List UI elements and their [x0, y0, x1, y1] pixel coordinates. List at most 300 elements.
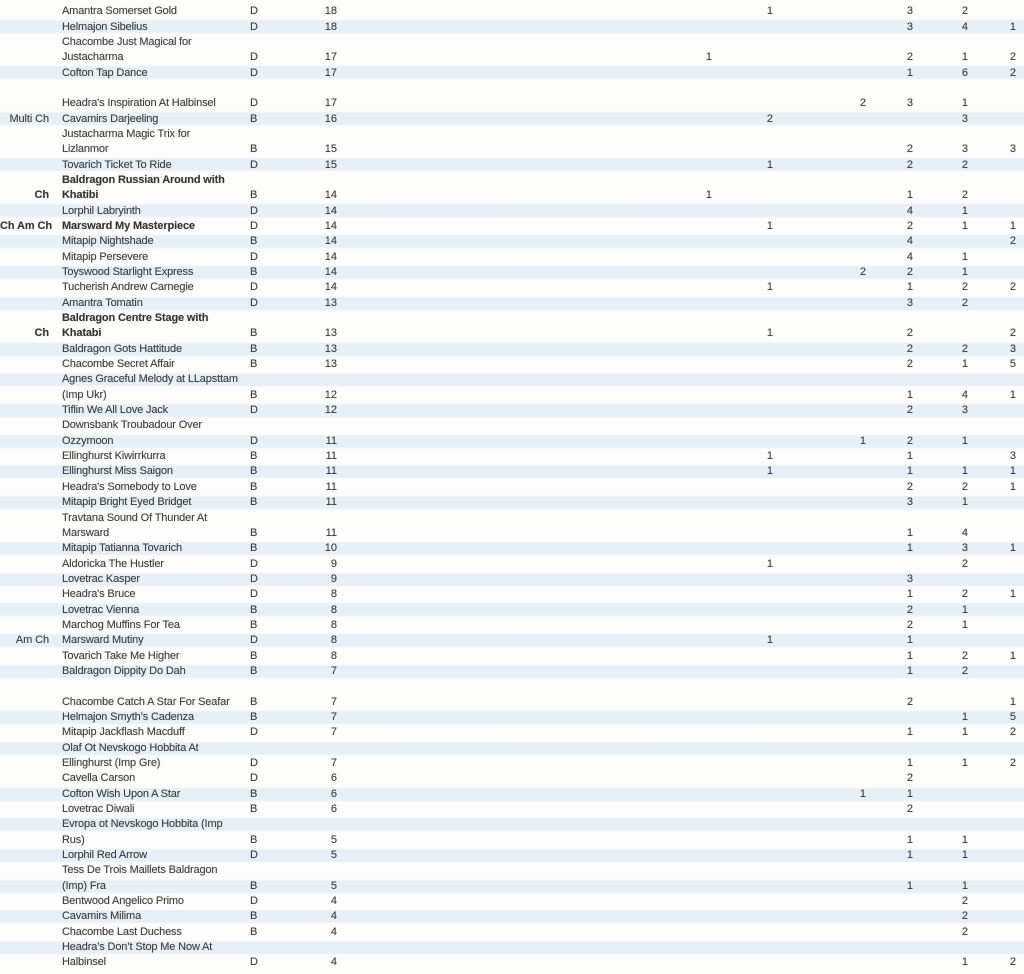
cell-v5: 4	[961, 20, 968, 33]
cell-title-prefix: Ch	[34, 327, 49, 340]
cell-sex: B	[250, 618, 258, 631]
cell-v4: 1	[906, 526, 913, 539]
cell-v4: 1	[906, 757, 913, 770]
cell-total: 17	[324, 66, 337, 79]
cell-sex: D	[250, 572, 258, 585]
cell-v5: 4	[961, 526, 968, 539]
cell-sex: B	[250, 465, 258, 478]
cell-v2: 1	[766, 450, 773, 463]
cell-v4: 1	[906, 634, 913, 647]
cell-sex: D	[250, 281, 258, 294]
cell-v4: 1	[906, 388, 913, 401]
cell-v4: 2	[906, 51, 913, 64]
table-row	[0, 250, 1024, 265]
cell-sex: B	[250, 542, 258, 555]
cell-total: 14	[324, 219, 337, 232]
cell-sex: D	[250, 5, 258, 18]
table-row	[0, 173, 1024, 188]
cell-total: 13	[324, 342, 337, 355]
cell-v4: 2	[906, 143, 913, 156]
table-row	[0, 694, 1024, 709]
cell-v4: 1	[906, 664, 913, 677]
cell-total: 7	[330, 726, 337, 739]
cell-v5: 1	[961, 250, 968, 263]
table-row	[0, 50, 1024, 65]
cell-sex: D	[250, 204, 258, 217]
cell-v6: 2	[1009, 327, 1016, 340]
table-row	[0, 219, 1024, 234]
cell-dog-name: Marsward Mutiny	[62, 634, 144, 647]
cell-sex: B	[250, 342, 258, 355]
cell-total: 18	[324, 5, 337, 18]
table-row	[0, 234, 1024, 249]
cell-v4: 2	[906, 603, 913, 616]
cell-v6: 2	[1009, 281, 1016, 294]
cell-sex: B	[250, 189, 258, 202]
cell-v5: 1	[961, 434, 968, 447]
cell-sex: B	[250, 710, 258, 723]
cell-total: 5	[330, 849, 337, 862]
cell-total: 12	[324, 388, 337, 401]
cell-dog-name: Helmajon Smyth’s Cadenza	[62, 710, 194, 723]
cell-v5: 1	[961, 956, 968, 969]
cell-total: 5	[330, 879, 337, 892]
table-row	[0, 572, 1024, 587]
cell-sex: D	[250, 51, 258, 64]
cell-sex: D	[250, 158, 258, 171]
cell-total: 17	[324, 97, 337, 110]
cell-v4: 1	[906, 189, 913, 202]
table-row	[0, 388, 1024, 403]
cell-dog-name: Tovarich Ticket To Ride	[62, 158, 172, 171]
table-row	[0, 342, 1024, 357]
cell-v4: 4	[906, 235, 913, 248]
cell-dog-name: Chacombe Last Duchess	[62, 925, 182, 938]
cell-title-prefix: Ch Am Ch	[0, 219, 52, 232]
cell-sex: B	[250, 649, 258, 662]
table-row	[0, 357, 1024, 372]
cell-v6: 2	[1009, 235, 1016, 248]
cell-sex: D	[250, 772, 258, 785]
cell-v5: 2	[961, 910, 968, 923]
cell-sex: D	[250, 250, 258, 263]
cell-v6: 1	[1009, 20, 1016, 33]
table-row	[0, 4, 1024, 19]
table-row	[0, 96, 1024, 111]
cell-dog-name: Cofton Wish Upon A Star	[62, 787, 181, 800]
table-row	[0, 863, 1024, 878]
cell-dog-name: Justacharma Magic Trix for	[62, 127, 191, 140]
cell-v2: 1	[766, 557, 773, 570]
table-row	[0, 879, 1024, 894]
cell-v3: 2	[859, 97, 866, 110]
cell-v4: 3	[906, 5, 913, 18]
cell-v4: 2	[906, 358, 913, 371]
cell-total: 7	[330, 757, 337, 770]
cell-dog-name: Marsward	[62, 526, 110, 539]
cell-total: 8	[330, 618, 337, 631]
cell-v5: 1	[961, 465, 968, 478]
cell-sex: B	[250, 266, 258, 279]
cell-v4: 3	[906, 20, 913, 33]
cell-dog-name: Cavamirs Darjeeling	[62, 112, 159, 125]
cell-sex: B	[250, 480, 258, 493]
cell-v5: 3	[961, 112, 968, 125]
cell-title-prefix: Am Ch	[15, 634, 49, 647]
cell-total: 11	[325, 526, 337, 539]
cell-dog-name: Rus)	[62, 833, 85, 846]
cell-v5: 1	[961, 603, 968, 616]
table-body	[0, 4, 1024, 971]
cell-dog-name: Tess De Trois Maillets Baldragon	[62, 864, 218, 877]
cell-dog-name: Helmajon Sibelius	[62, 20, 148, 33]
cell-total: 8	[330, 634, 337, 647]
table-row	[0, 188, 1024, 203]
cell-v4: 2	[906, 480, 913, 493]
cell-total: 14	[324, 189, 337, 202]
cell-dog-name: (Imp) Fra	[62, 879, 106, 892]
cell-total: 12	[324, 404, 337, 417]
table-row	[0, 817, 1024, 832]
cell-dog-name: Agnes Graceful Melody at LLapsttam	[62, 373, 238, 386]
cell-sex: B	[250, 450, 258, 463]
cell-total: 14	[324, 266, 337, 279]
table-row	[0, 618, 1024, 633]
cell-v4: 1	[906, 450, 913, 463]
table-row	[0, 157, 1024, 172]
cell-v5: 2	[961, 158, 968, 171]
table-row	[0, 203, 1024, 218]
table-row	[0, 495, 1024, 510]
cell-v4: 1	[906, 465, 913, 478]
cell-total: 13	[324, 327, 337, 340]
cell-title-prefix: Ch	[34, 189, 49, 202]
cell-total: 8	[330, 649, 337, 662]
table-row	[0, 909, 1024, 924]
cell-v2: 1	[766, 634, 773, 647]
cell-total: 14	[324, 204, 337, 217]
cell-v4: 3	[906, 572, 913, 585]
cell-sex: D	[250, 557, 258, 570]
table-row	[0, 326, 1024, 341]
cell-dog-name: Lovetrac Vienna	[62, 603, 140, 616]
table-row	[0, 741, 1024, 756]
cell-v4: 1	[906, 649, 913, 662]
cell-total: 11	[325, 450, 337, 463]
cell-v4: 2	[906, 695, 913, 708]
table-row	[0, 480, 1024, 495]
cell-dog-name: Cavamirs Milima	[62, 910, 142, 923]
cell-total: 9	[330, 572, 337, 585]
table-row	[0, 434, 1024, 449]
cell-dog-name: Amantra Somerset Gold	[62, 5, 177, 18]
cell-v6: 2	[1009, 956, 1016, 969]
cell-v5: 1	[961, 726, 968, 739]
cell-v5: 2	[961, 480, 968, 493]
cell-sex: D	[250, 634, 258, 647]
cell-total: 13	[324, 358, 337, 371]
table-row	[0, 679, 1024, 694]
cell-dog-name: Toyswood Starlight Express	[62, 266, 194, 279]
table-row	[0, 403, 1024, 418]
table-row	[0, 81, 1024, 96]
cell-v6: 5	[1009, 710, 1016, 723]
cell-v4: 1	[906, 833, 913, 846]
table-row	[0, 710, 1024, 725]
cell-v5: 1	[961, 757, 968, 770]
cell-sex: D	[250, 726, 258, 739]
cell-dog-name: Lovetrac Kasper	[62, 572, 140, 585]
cell-v5: 1	[961, 51, 968, 64]
table-row	[0, 372, 1024, 387]
cell-total: 18	[324, 20, 337, 33]
cell-v6: 1	[1009, 695, 1016, 708]
cell-dog-name: Mitapip Tatianna Tovarich	[62, 542, 182, 555]
cell-dog-name: (Imp Ukr)	[62, 388, 107, 401]
cell-dog-name: Ellinghurst Kiwirrkurra	[62, 450, 166, 463]
cell-v5: 1	[961, 879, 968, 892]
table-row	[0, 633, 1024, 648]
table-row	[0, 587, 1024, 602]
table-row	[0, 556, 1024, 571]
cell-v6: 2	[1009, 51, 1016, 64]
cell-dog-name: Travtana Sound Of Thunder At	[62, 511, 208, 524]
cell-dog-name: Chacombe Just Magical for	[62, 35, 192, 48]
cell-v5: 2	[961, 664, 968, 677]
cell-total: 11	[325, 480, 337, 493]
cell-dog-name: Mitapip Bright Eyed Bridget	[62, 496, 192, 509]
cell-dog-name: Khatibi	[62, 189, 99, 202]
cell-total: 7	[330, 695, 337, 708]
cell-sex: D	[250, 404, 258, 417]
cell-v4: 1	[906, 588, 913, 601]
table-row	[0, 127, 1024, 142]
cell-sex: D	[250, 895, 258, 908]
table-row	[0, 418, 1024, 433]
cell-v2: 1	[766, 219, 773, 232]
cell-dog-name: Lorphil Labryinth	[62, 204, 141, 217]
cell-sex: D	[250, 66, 258, 79]
cell-total: 16	[324, 112, 337, 125]
cell-dog-name: Headra's Bruce	[62, 588, 136, 601]
cell-v2: 1	[766, 158, 773, 171]
cell-v6: 2	[1009, 726, 1016, 739]
cell-sex: D	[250, 296, 258, 309]
cell-total: 9	[330, 557, 337, 570]
cell-v5: 6	[961, 66, 968, 79]
cell-dog-name: Cavella Carson	[62, 772, 136, 785]
cell-v6: 5	[1009, 358, 1016, 371]
cell-v6: 1	[1009, 649, 1016, 662]
cell-v5: 1	[961, 496, 968, 509]
cell-dog-name: Lovetrac Diwali	[62, 803, 135, 816]
cell-total: 14	[324, 250, 337, 263]
cell-sex: D	[250, 20, 258, 33]
cell-dog-name: Halbinsel	[62, 956, 106, 969]
cell-dog-name: Mitapip Persevere	[62, 250, 149, 263]
table-row	[0, 111, 1024, 126]
cell-dog-name: Baldragon Centre Stage with	[62, 312, 209, 325]
cell-v5: 1	[961, 618, 968, 631]
cell-v4: 2	[906, 158, 913, 171]
table-row	[0, 955, 1024, 970]
cell-v2: 1	[766, 465, 773, 478]
cell-v5: 1	[961, 204, 968, 217]
table-row	[0, 602, 1024, 617]
cell-sex: B	[250, 496, 258, 509]
cell-total: 4	[330, 910, 337, 923]
cell-total: 8	[330, 588, 337, 601]
cell-v4: 4	[906, 204, 913, 217]
cell-dog-name: Mitapip Jackflash Macduff	[62, 726, 185, 739]
cell-v1: 1	[705, 189, 712, 202]
table-row	[0, 142, 1024, 157]
cell-v6: 3	[1009, 450, 1016, 463]
cell-dog-name: Downsbank Troubadour Over	[62, 419, 202, 432]
cell-sex: D	[250, 219, 258, 232]
cell-v4: 2	[906, 266, 913, 279]
cell-sex: D	[250, 97, 258, 110]
cell-total: 11	[325, 496, 337, 509]
cell-v5: 1	[961, 710, 968, 723]
cell-dog-name: Lizlanmor	[62, 143, 109, 156]
cell-v5: 2	[961, 588, 968, 601]
cell-total: 6	[330, 772, 337, 785]
cell-sex: B	[250, 358, 258, 371]
table-row	[0, 464, 1024, 479]
cell-sex: B	[250, 695, 258, 708]
cell-sex: B	[250, 526, 258, 539]
cell-sex: D	[250, 757, 258, 770]
cell-v4: 1	[906, 726, 913, 739]
cell-v5: 2	[961, 296, 968, 309]
cell-total: 14	[324, 281, 337, 294]
cell-v5: 1	[961, 219, 968, 232]
cell-v4: 2	[906, 803, 913, 816]
cell-v3: 1	[859, 787, 866, 800]
cell-v4: 2	[906, 772, 913, 785]
cell-v4: 2	[906, 434, 913, 447]
cell-dog-name: Amantra Tomatin	[62, 296, 143, 309]
cell-sex: B	[250, 388, 258, 401]
table-row	[0, 280, 1024, 295]
cell-v6: 3	[1009, 342, 1016, 355]
cell-sex: B	[250, 879, 258, 892]
cell-v2: 2	[766, 112, 773, 125]
cell-dog-name: Ellinghurst Miss Saigon	[62, 465, 173, 478]
cell-total: 15	[324, 143, 337, 156]
table-row	[0, 664, 1024, 679]
cell-dog-name: Headra's Inspiration At Halbinsel	[62, 97, 216, 110]
cell-v6: 1	[1009, 542, 1016, 555]
cell-v4: 2	[906, 404, 913, 417]
cell-v4: 2	[906, 327, 913, 340]
cell-dog-name: Bentwood Angelico Primo	[62, 895, 184, 908]
cell-total: 10	[324, 542, 337, 555]
table-row	[0, 296, 1024, 311]
cell-sex: D	[250, 849, 258, 862]
cell-v6: 2	[1009, 757, 1016, 770]
cell-v5: 2	[961, 895, 968, 908]
cell-total: 8	[330, 603, 337, 616]
table-row	[0, 771, 1024, 786]
cell-total: 17	[324, 51, 337, 64]
cell-v2: 1	[766, 5, 773, 18]
cell-dog-name: Aldoricka The Hustler	[62, 557, 164, 570]
table-row	[0, 725, 1024, 740]
table-row	[0, 848, 1024, 863]
cell-sex: B	[250, 112, 258, 125]
cell-total: 7	[330, 710, 337, 723]
cell-total: 6	[330, 787, 337, 800]
cell-total: 11	[325, 465, 337, 478]
cell-v5: 2	[961, 342, 968, 355]
table-row	[0, 648, 1024, 663]
table-row	[0, 449, 1024, 464]
cell-sex: B	[250, 143, 258, 156]
cell-v4: 3	[906, 97, 913, 110]
cell-total: 4	[330, 895, 337, 908]
cell-v4: 1	[906, 66, 913, 79]
cell-dog-name: Tovarich Take Me Higher	[62, 649, 180, 662]
cell-dog-name: Justacharma	[62, 51, 124, 64]
cell-v5: 3	[961, 404, 968, 417]
cell-v4: 4	[906, 250, 913, 263]
cell-sex: B	[250, 925, 258, 938]
cell-total: 6	[330, 803, 337, 816]
cell-total: 14	[324, 235, 337, 248]
cell-v4: 1	[906, 879, 913, 892]
cell-sex: B	[250, 664, 258, 677]
table-row	[0, 265, 1024, 280]
table-row	[0, 311, 1024, 326]
table-row	[0, 35, 1024, 50]
cell-v6: 1	[1009, 219, 1016, 232]
cell-dog-name: Baldragon Russian Around with	[62, 173, 225, 186]
table-row	[0, 833, 1024, 848]
cell-v2: 1	[766, 327, 773, 340]
cell-v4: 1	[906, 542, 913, 555]
cell-sex: D	[250, 434, 258, 447]
cell-dog-name: Baldragon Gots Hattitude	[62, 342, 182, 355]
cell-dog-name: Marchog Muffins For Tea	[62, 618, 180, 631]
cell-v4: 2	[906, 618, 913, 631]
cell-v5: 1	[961, 833, 968, 846]
table-row	[0, 894, 1024, 909]
cell-v6: 1	[1009, 588, 1016, 601]
cell-dog-name: Ellinghurst (Imp Gre)	[62, 757, 161, 770]
table-row	[0, 940, 1024, 955]
table-row	[0, 756, 1024, 771]
cell-v1: 1	[705, 51, 712, 64]
cell-v5: 1	[961, 849, 968, 862]
score-table	[0, 4, 1024, 971]
table-row	[0, 19, 1024, 34]
cell-sex: B	[250, 833, 258, 846]
cell-v4: 3	[906, 296, 913, 309]
cell-dog-name: Tiflin We All Love Jack	[62, 404, 168, 417]
cell-total: 11	[325, 434, 337, 447]
cell-v2: 1	[766, 281, 773, 294]
cell-dog-name: Ozzymoon	[62, 434, 114, 447]
cell-dog-name: Chacombe Secret Affair	[62, 358, 175, 371]
cell-total: 7	[330, 664, 337, 677]
cell-v5: 2	[961, 557, 968, 570]
cell-v5: 1	[961, 97, 968, 110]
cell-total: 4	[330, 925, 337, 938]
table-row	[0, 510, 1024, 525]
cell-dog-name: Khatabi	[62, 327, 102, 340]
